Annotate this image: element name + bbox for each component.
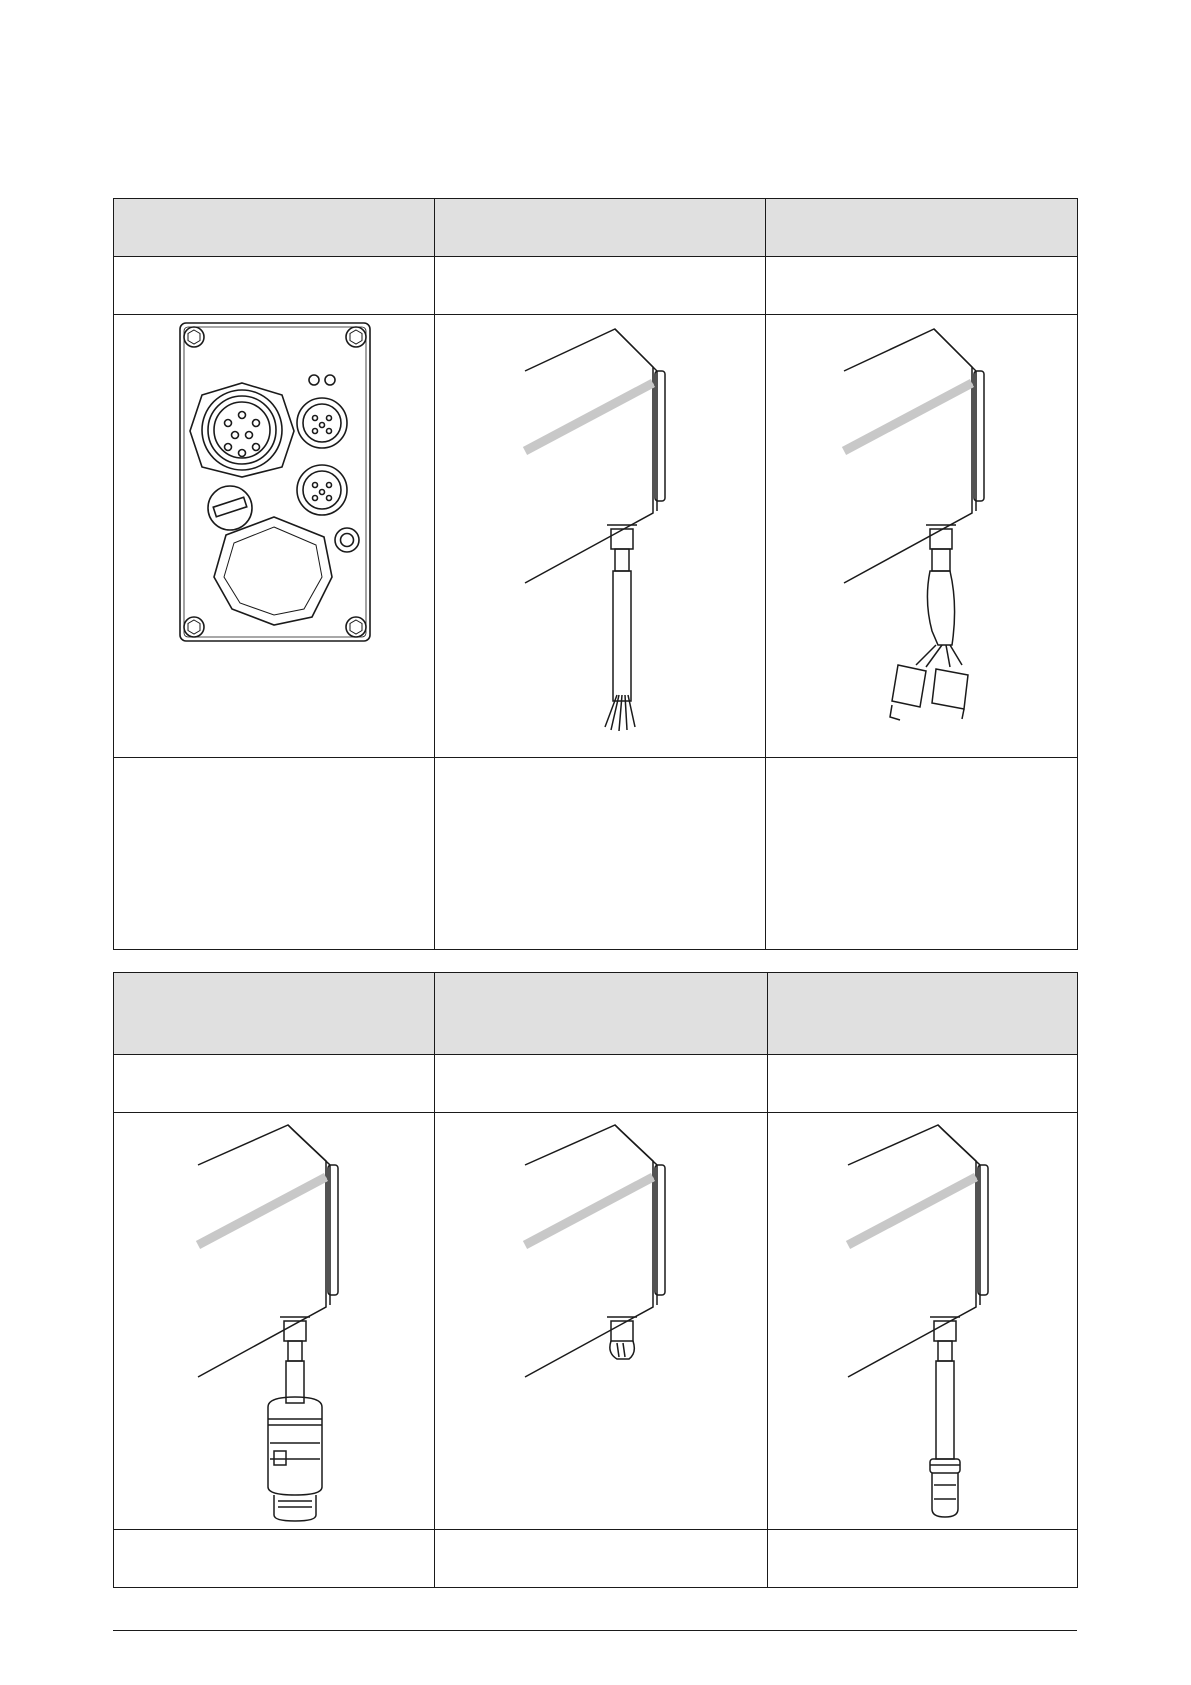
- housing-small-connector-illustration: [768, 1113, 1078, 1529]
- figure-cell: [435, 315, 766, 758]
- notes-row: [114, 758, 1078, 950]
- figure-cell: [766, 315, 1078, 758]
- subheader-row: [114, 1055, 1078, 1113]
- subheader-row: [114, 257, 1078, 315]
- subheader-cell: [435, 1055, 768, 1113]
- housing-open-cable-illustration: [435, 315, 766, 757]
- note-cell: [766, 758, 1078, 950]
- connection-variants-table-2: [113, 972, 1078, 1588]
- subheader-cell: [768, 1055, 1078, 1113]
- header-cell: [768, 973, 1078, 1055]
- subheader-cell: [766, 257, 1078, 315]
- figure-cell: [435, 1113, 768, 1530]
- connector-panel-illustration: [114, 315, 435, 757]
- header-cell: [435, 973, 768, 1055]
- note-cell: [114, 1530, 435, 1588]
- housing-cable-gland-illustration: [435, 1113, 768, 1529]
- note-cell: [435, 758, 766, 950]
- footer-divider: [113, 1630, 1077, 1631]
- housing-large-connector-illustration: [114, 1113, 435, 1529]
- header-cell: [766, 199, 1078, 257]
- connection-variants-table-1: [113, 198, 1078, 950]
- figure-row: [114, 315, 1078, 758]
- figure-cell: [114, 1113, 435, 1530]
- figure-row: [114, 1113, 1078, 1530]
- housing-terminal-plug-illustration: [766, 315, 1078, 757]
- figure-cell: [768, 1113, 1078, 1530]
- subheader-cell: [435, 257, 766, 315]
- header-cell: [435, 199, 766, 257]
- note-cell: [768, 1530, 1078, 1588]
- notes-row: [114, 1530, 1078, 1588]
- header-row: [114, 973, 1078, 1055]
- header-cell: [114, 199, 435, 257]
- subheader-cell: [114, 1055, 435, 1113]
- figure-cell: [114, 315, 435, 758]
- note-cell: [114, 758, 435, 950]
- header-cell: [114, 973, 435, 1055]
- header-row: [114, 199, 1078, 257]
- subheader-cell: [114, 257, 435, 315]
- note-cell: [435, 1530, 768, 1588]
